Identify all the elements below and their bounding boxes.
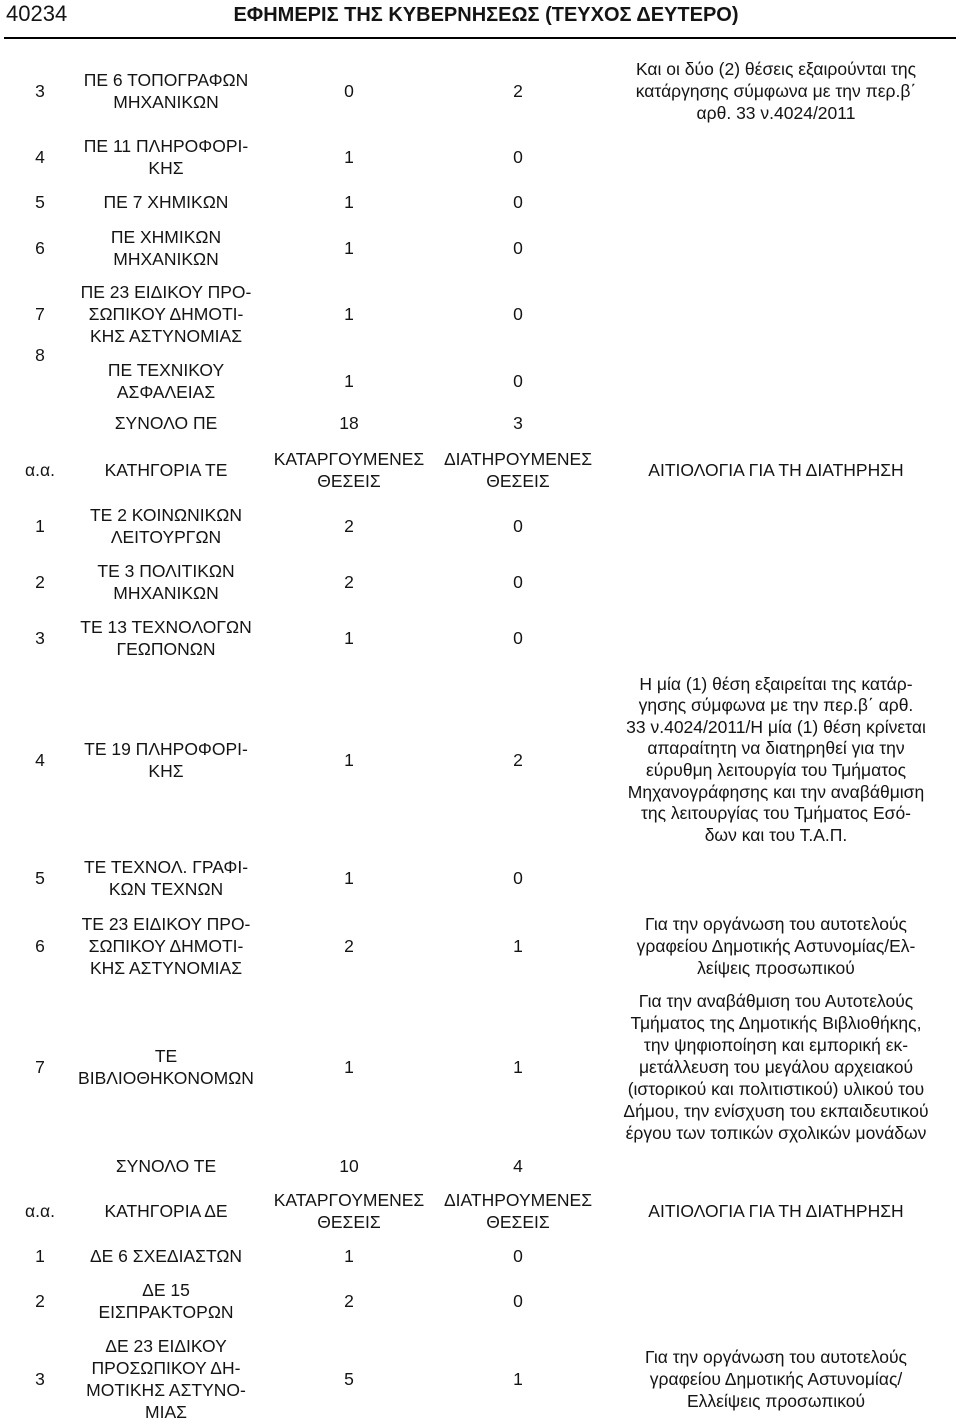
- text-line: 5: [344, 1369, 354, 1389]
- text-line: α.α.: [25, 1201, 55, 1221]
- category-cell: [66, 133, 266, 181]
- text-line: ΚΗΣ: [148, 761, 184, 781]
- text-line: ΑΙΤΙΟΛΟΓΙΑ ΓΙΑ ΤΗ ΔΙΑΤΗΡΗΣΗ: [648, 1201, 904, 1221]
- abolished-count: [266, 672, 432, 848]
- table-row: [0, 1277, 960, 1325]
- row-number: [14, 344, 66, 418]
- text-line: 4: [35, 750, 45, 770]
- text-line: 3: [35, 1369, 45, 1389]
- text-line: 1: [344, 238, 354, 258]
- text-line: ΠΕ ΤΕΧΝΙΚΟΥ: [107, 360, 225, 380]
- header-row: [0, 446, 960, 494]
- text-line: ΤΕ: [154, 1046, 178, 1066]
- text-line: ΜΗΧΑΝΙΚΩΝ: [113, 92, 219, 112]
- text-line: ΤΕ 23 ΕΙΔΙΚΟΥ ΠΡΟ-: [81, 914, 251, 934]
- table-row: [0, 614, 960, 662]
- text-line: ΚΑΤΑΡΓΟΥΜΕΝΕΣ: [273, 1190, 425, 1210]
- text-line: 1: [344, 192, 354, 212]
- text-line: Για την αναβάθμιση του Αυτοτελούς: [638, 991, 914, 1011]
- text-line: ΤΕ ΤΕΧΝΟΛ. ΓΡΑΦΙ-: [83, 857, 249, 877]
- text-line: 1: [344, 1057, 354, 1077]
- text-line: ΚΗΣ: [148, 158, 184, 178]
- retained-count: [432, 1277, 604, 1325]
- table-row: [0, 189, 960, 215]
- text-line: Και οι δύο (2) θέσεις εξαιρούνται της: [635, 59, 917, 79]
- text-line: 7: [35, 304, 45, 324]
- row-number: [14, 614, 66, 662]
- text-line: ΤΕ 2 ΚΟΙΝΩΝΙΚΩΝ: [89, 505, 243, 525]
- text-line: ΠΕ 6 ΤΟΠΟΓΡΑΦΩΝ: [83, 70, 249, 90]
- text-line: ΠΡΟΣΩΠΙΚΟΥ ΔΗ-: [91, 1358, 241, 1378]
- text-line: ΣΥΝΟΛΟ ΠΕ: [114, 413, 218, 433]
- text-line: ΜΗΧΑΝΙΚΩΝ: [113, 249, 219, 269]
- text-line: ΔΕ 15: [142, 1280, 190, 1300]
- text-line: γησης σύμφωνα με την περ.β΄ αρθ.: [638, 695, 914, 716]
- abolished-count: [266, 988, 432, 1146]
- category-cell: [66, 854, 266, 902]
- table-row: [0, 344, 960, 418]
- page-number: 40234: [6, 1, 68, 26]
- retained-count: [432, 133, 604, 181]
- text-line: ΚΩΝ ΤΕΧΝΩΝ: [108, 879, 224, 899]
- category-cell: [66, 988, 266, 1146]
- table-row: [0, 1334, 960, 1424]
- text-line: 2: [35, 1291, 45, 1311]
- table-row: [0, 854, 960, 902]
- text-line: γραφείου Δημοτικής Αστυνομίας/Ελ-: [636, 936, 916, 956]
- table-row: [0, 558, 960, 606]
- text-line: Ελλείψεις προσωπικού: [686, 1391, 866, 1411]
- text-line: 6: [35, 238, 45, 258]
- retained-count: [432, 988, 604, 1146]
- text-line: 1: [35, 1246, 45, 1266]
- table-row: [0, 672, 960, 848]
- text-line: 0: [513, 192, 523, 212]
- text-line: ΒΙΒΛΙΟΘΗΚΟΝΟΜΩΝ: [78, 1068, 254, 1088]
- text-line: 5: [35, 868, 45, 888]
- text-line: ΣΥΝΟΛΟ ΤΕ: [115, 1156, 217, 1176]
- text-line: δων και του Τ.Α.Π.: [704, 824, 848, 845]
- abolished-count: [266, 1243, 432, 1269]
- abolished-count: [266, 344, 432, 418]
- retained-count: [432, 1334, 604, 1424]
- reason-cell: [604, 1334, 948, 1424]
- abolished-count: [266, 1334, 432, 1424]
- abolished-count: [266, 1153, 432, 1179]
- reason-cell: [604, 672, 948, 848]
- text-line: 2: [344, 572, 354, 592]
- table-row: [0, 502, 960, 550]
- reason-cell: [604, 56, 948, 126]
- text-line: εύρυθμη λειτουργία του Τμήματος: [645, 760, 907, 780]
- text-line: 0: [513, 868, 523, 888]
- abolished-count: [266, 410, 432, 436]
- category-cell: [66, 614, 266, 662]
- row-number: [14, 1334, 66, 1424]
- category-cell: [66, 189, 266, 215]
- text-line: 33 ν.4024/2011/Η μία (1) θέση κρίνεται: [626, 716, 926, 737]
- row-number: [14, 1277, 66, 1325]
- text-line: ΓΕΩΠΟΝΩΝ: [116, 639, 216, 659]
- row-number: [14, 502, 66, 550]
- text-line: 1: [344, 371, 354, 391]
- text-line: 2: [513, 750, 523, 770]
- category-cell: [66, 279, 266, 349]
- text-line: 1: [344, 868, 354, 888]
- retained-count: [432, 279, 604, 349]
- row-number: [14, 189, 66, 215]
- text-line: 2: [513, 81, 523, 101]
- text-line: 0: [513, 1246, 523, 1266]
- text-line: κατάργησης σύμφωνα με την περ.β΄: [635, 81, 917, 101]
- reason-cell: [604, 446, 948, 494]
- text-line: Η μία (1) θέση εξαιρείται της κατάρ-: [639, 673, 913, 694]
- text-line: την ψηφιοποίηση και εμπορική εκ-: [643, 1035, 909, 1055]
- row-number: [14, 133, 66, 181]
- category-cell: [66, 1334, 266, 1424]
- text-line: 3: [35, 81, 45, 101]
- abolished-count: [266, 279, 432, 349]
- text-line: 4: [513, 1156, 523, 1176]
- total-row: [0, 410, 960, 436]
- text-line: αρθ. 33 ν.4024/2011: [696, 103, 856, 123]
- abolished-count: [266, 558, 432, 606]
- text-line: 0: [513, 371, 523, 391]
- text-line: 1: [344, 628, 354, 648]
- text-line: α.α.: [25, 460, 55, 480]
- text-line: ΘΕΣΕΙΣ: [486, 471, 550, 491]
- text-line: 18: [339, 413, 359, 433]
- table-row: [0, 224, 960, 272]
- table-row: [0, 133, 960, 181]
- text-line: Για την οργάνωση του αυτοτελούς: [645, 1347, 907, 1367]
- text-line: ΘΕΣΕΙΣ: [486, 1212, 550, 1232]
- text-line: ΚΑΤΗΓΟΡΙΑ ΔΕ: [104, 1201, 228, 1221]
- row-number: [14, 911, 66, 981]
- text-line: ΑΣΦΑΛΕΙΑΣ: [116, 382, 216, 402]
- total-label: [66, 1153, 266, 1179]
- abolished-count: [266, 1277, 432, 1325]
- text-line: Τμήματος της Δημοτικής Βιβλιοθήκης,: [630, 1013, 922, 1033]
- text-line: απαραίτητη να διατηρηθεί για την: [647, 738, 905, 759]
- retained-count: [432, 344, 604, 418]
- abolished-count: [266, 446, 432, 494]
- text-line: ΕΙΣΠΡΑΚΤΟΡΩΝ: [98, 1302, 234, 1322]
- text-line: 1: [513, 1369, 523, 1389]
- total-label: [66, 410, 266, 436]
- text-line: 1: [513, 936, 523, 956]
- table-row: [0, 988, 960, 1146]
- text-line: ΜΙΑΣ: [145, 1402, 187, 1422]
- text-line: 0: [513, 304, 523, 324]
- text-line: ΚΗΣ ΑΣΤΥΝΟΜΙΑΣ: [89, 958, 243, 978]
- row-number: [14, 446, 66, 494]
- text-line: 2: [344, 1291, 354, 1311]
- retained-count: [432, 410, 604, 436]
- retained-count: [432, 224, 604, 272]
- row-number: [14, 56, 66, 126]
- text-line: ΠΕ ΧΗΜΙΚΩΝ: [110, 227, 222, 247]
- text-line: ΚΑΤΗΓΟΡΙΑ ΤΕ: [104, 460, 228, 480]
- text-line: 4: [35, 147, 45, 167]
- text-line: ΔΕ 23 ΕΙΔΙΚΟΥ: [105, 1336, 227, 1356]
- text-line: ΤΕ 19 ΠΛΗΡΟΦΟΡΙ-: [84, 739, 248, 759]
- text-line: ΔΙΑΤΗΡΟΥΜΕΝΕΣ: [443, 1190, 593, 1210]
- category-cell: [66, 1277, 266, 1325]
- text-line: ΠΕ 11 ΠΛΗΡΟΦΟΡΙ-: [83, 136, 249, 156]
- text-line: 6: [35, 936, 45, 956]
- text-line: 0: [513, 147, 523, 167]
- text-line: 3: [35, 628, 45, 648]
- text-line: 0: [513, 1291, 523, 1311]
- row-number: [14, 672, 66, 848]
- table-row: [0, 56, 960, 126]
- retained-count: [432, 911, 604, 981]
- text-line: 1: [35, 516, 45, 536]
- reason-cell: [604, 911, 948, 981]
- text-line: έργου των τοπικών σχολικών μονάδων: [625, 1123, 927, 1143]
- retained-count: [432, 1243, 604, 1269]
- text-line: 8: [35, 345, 45, 365]
- text-line: ΑΙΤΙΟΛΟΓΙΑ ΓΙΑ ΤΗ ΔΙΑΤΗΡΗΣΗ: [648, 460, 904, 480]
- text-line: ΘΕΣΕΙΣ: [317, 471, 381, 491]
- abolished-count: [266, 56, 432, 126]
- retained-count: [432, 56, 604, 126]
- abolished-count: [266, 224, 432, 272]
- text-line: Μηχανογράφησης και την αναβάθμιση: [627, 781, 925, 802]
- retained-count: [432, 558, 604, 606]
- text-line: γραφείου Δημοτικής Αστυνομίας/: [649, 1369, 903, 1389]
- abolished-count: [266, 854, 432, 902]
- row-number: [14, 854, 66, 902]
- category-cell: [66, 911, 266, 981]
- text-line: 0: [513, 628, 523, 648]
- text-line: λείψεις προσωπικού: [697, 958, 855, 978]
- text-line: Δήμου, την ενίσχυση του εκπαιδευτικού: [623, 1101, 929, 1121]
- category-cell: [66, 502, 266, 550]
- retained-count: [432, 854, 604, 902]
- text-line: 1: [344, 147, 354, 167]
- text-line: 2: [344, 936, 354, 956]
- row-number: [14, 279, 66, 349]
- text-line: 1: [344, 750, 354, 770]
- text-line: ΔΙΑΤΗΡΟΥΜΕΝΕΣ: [443, 449, 593, 469]
- text-line: ΣΩΠΙΚΟΥ ΔΗΜΟΤΙ-: [88, 936, 244, 956]
- abolished-count: [266, 614, 432, 662]
- text-line: 2: [344, 516, 354, 536]
- text-line: ΜΟΤΙΚΗΣ ΑΣΤΥΝΟ-: [86, 1380, 246, 1400]
- text-line: 0: [513, 516, 523, 536]
- text-line: 0: [513, 572, 523, 592]
- text-line: 0: [513, 238, 523, 258]
- header-row: [0, 1187, 960, 1235]
- category-cell: [66, 1187, 266, 1235]
- text-line: ΤΕ 13 ΤΕΧΝΟΛΟΓΩΝ: [80, 617, 252, 637]
- category-cell: [66, 344, 266, 418]
- retained-count: [432, 502, 604, 550]
- text-line: ΛΕΙΤΟΥΡΓΩΝ: [110, 527, 222, 547]
- text-line: 1: [344, 1246, 354, 1266]
- row-number: [14, 1187, 66, 1235]
- text-line: 7: [35, 1057, 45, 1077]
- retained-count: [432, 1187, 604, 1235]
- abolished-count: [266, 1187, 432, 1235]
- text-line: 5: [35, 192, 45, 212]
- retained-count: [432, 1153, 604, 1179]
- row-number: [14, 224, 66, 272]
- category-cell: [66, 56, 266, 126]
- retained-count: [432, 189, 604, 215]
- reason-cell: [604, 988, 948, 1146]
- text-line: 0: [344, 81, 354, 101]
- text-line: 3: [513, 413, 523, 433]
- retained-count: [432, 614, 604, 662]
- table-row: [0, 1243, 960, 1269]
- table-row: [0, 911, 960, 981]
- retained-count: [432, 672, 604, 848]
- row-number: [14, 988, 66, 1146]
- category-cell: [66, 558, 266, 606]
- category-cell: [66, 224, 266, 272]
- retained-count: [432, 446, 604, 494]
- total-row: [0, 1153, 960, 1179]
- text-line: ΣΩΠΙΚΟΥ ΔΗΜΟΤΙ-: [88, 304, 244, 324]
- abolished-count: [266, 911, 432, 981]
- text-line: ΜΗΧΑΝΙΚΩΝ: [113, 583, 219, 603]
- text-line: 1: [344, 304, 354, 324]
- abolished-count: [266, 502, 432, 550]
- row-number: [14, 558, 66, 606]
- category-cell: [66, 446, 266, 494]
- text-line: 2: [35, 572, 45, 592]
- text-line: της λειτουργίας του Τμήματος Εσό-: [640, 803, 912, 824]
- table-row: [0, 279, 960, 349]
- page-title: ΕΦΗΜΕΡΙΣ ΤΗΣ ΚΥΒΕΡΝΗΣΕΩΣ (ΤΕΥΧΟΣ ΔΕΥΤΕΡΟ): [233, 4, 739, 26]
- text-line: (ιστορικού και πολιτιστικού) υλικού του: [627, 1079, 925, 1099]
- text-line: ΠΕ 23 ΕΙΔΙΚΟΥ ΠΡΟ-: [80, 282, 252, 302]
- text-line: ΠΕ 7 ΧΗΜΙΚΩΝ: [103, 192, 229, 212]
- abolished-count: [266, 189, 432, 215]
- abolished-count: [266, 133, 432, 181]
- text-line: 1: [513, 1057, 523, 1077]
- text-line: Για την οργάνωση του αυτοτελούς: [645, 914, 907, 934]
- text-line: 10: [339, 1156, 359, 1176]
- text-line: ΚΗΣ ΑΣΤΥΝΟΜΙΑΣ: [89, 326, 243, 346]
- text-line: μετάλλευση του μεγάλου αρχειακού: [638, 1057, 914, 1077]
- category-cell: [66, 1243, 266, 1269]
- row-number: [14, 1243, 66, 1269]
- reason-cell: [604, 1187, 948, 1235]
- category-cell: [66, 672, 266, 848]
- text-line: ΔΕ 6 ΣΧΕΔΙΑΣΤΩΝ: [89, 1246, 243, 1266]
- text-line: ΘΕΣΕΙΣ: [317, 1212, 381, 1232]
- text-line: ΤΕ 3 ΠΟΛΙΤΙΚΩΝ: [97, 561, 235, 581]
- text-line: ΚΑΤΑΡΓΟΥΜΕΝΕΣ: [273, 449, 425, 469]
